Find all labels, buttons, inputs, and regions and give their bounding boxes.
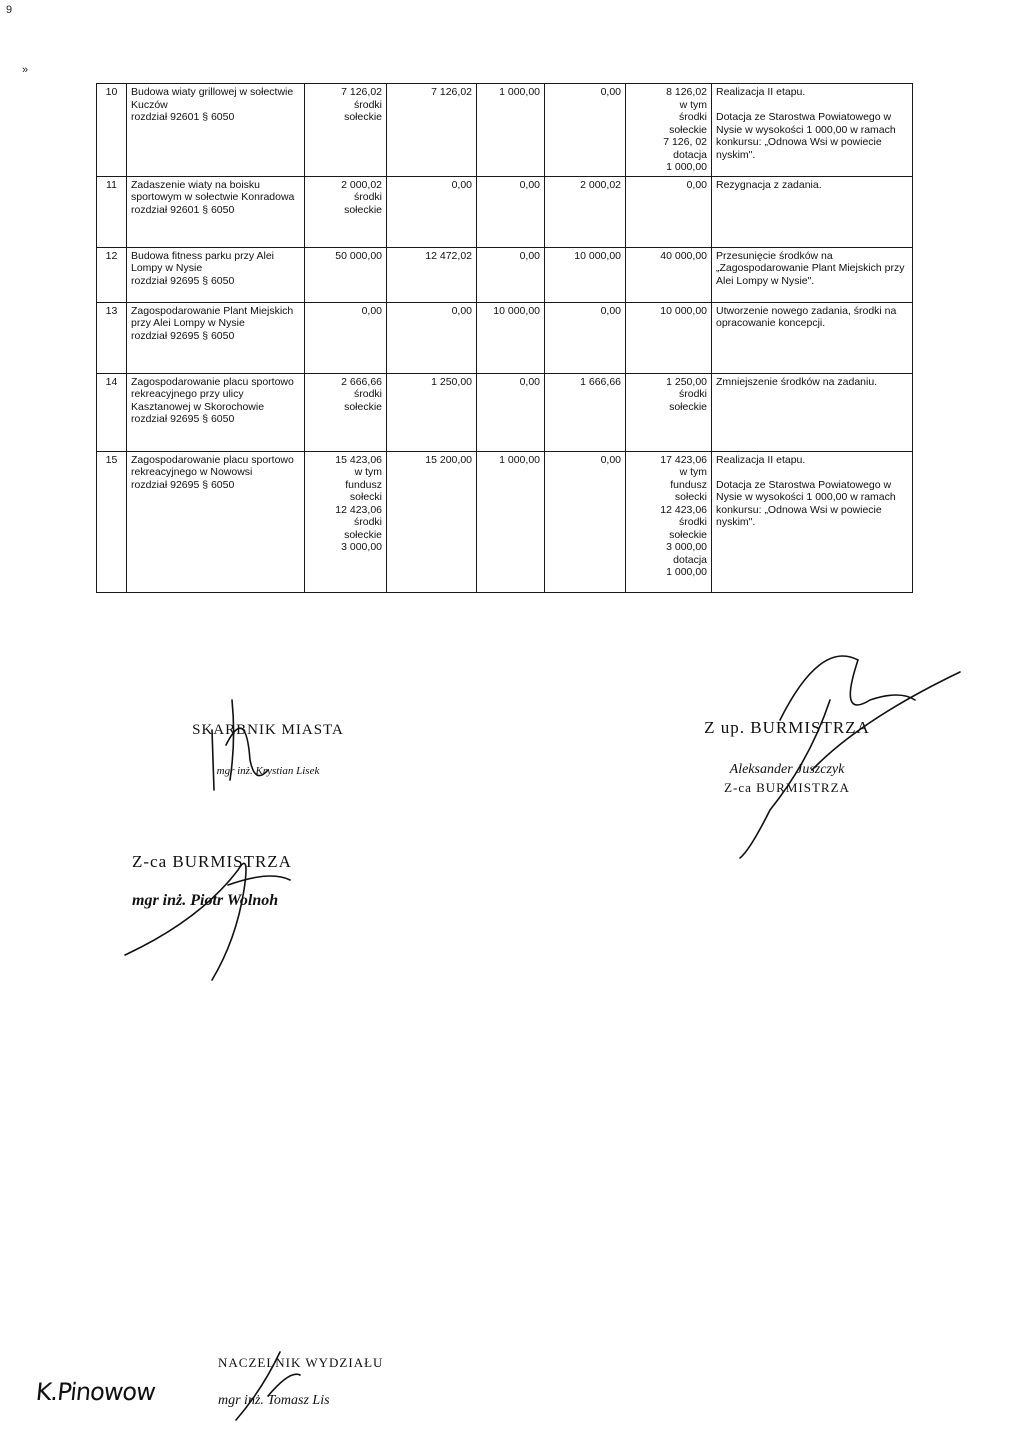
amount-after-change: 40 000,00	[626, 247, 712, 302]
naczelnik-name: mgr inż. Tomasz Lis	[218, 1393, 330, 1408]
amount-after-change: 0,00	[626, 176, 712, 247]
task-description: Zagospodarowanie placu sportowo rekreacyjnego w Nowowsi rozdział 92695 § 6050	[127, 451, 305, 592]
row-number: 13	[97, 302, 127, 373]
initials-handwritten: K.Pinowow	[34, 1378, 157, 1406]
amount-col-2: 1 250,00	[387, 373, 477, 451]
amount-planned: 15 423,06 w tym fundusz sołecki 12 423,06 środki sołeckie 3 000,00	[305, 451, 387, 592]
amount-planned: 50 000,00	[305, 247, 387, 302]
amount-planned: 0,00	[305, 302, 387, 373]
row-number: 11	[97, 176, 127, 247]
amount-after-change: 8 126,02 w tym środki sołeckie 7 126, 02 dotacja 1 000,00	[626, 84, 712, 177]
task-description: Budowa wiaty grillowej w sołectwie Kuczów rozdział 92601 § 6050	[127, 84, 305, 177]
zup-role: Z-ca BURMISTRZA	[724, 780, 850, 795]
remarks: Rezygnacja z zadania.	[712, 176, 913, 247]
zca-title: Z-ca BURMISTRZA	[132, 852, 292, 871]
skarbnik-name: mgr inż. Krystian Lisek	[216, 765, 320, 777]
amount-col-2: 0,00	[387, 176, 477, 247]
zup-title: Z up. BURMISTRZA	[704, 718, 870, 737]
amount-planned: 2 666,66 środki sołeckie	[305, 373, 387, 451]
signature-stroke-naczelnik	[236, 1352, 300, 1420]
amount-planned: 2 000,02 środki sołeckie	[305, 176, 387, 247]
amount-after-change: 10 000,00	[626, 302, 712, 373]
zup-name: Aleksander Juszczyk	[729, 762, 845, 777]
task-description: Zagospodarowanie placu sportowo rekreacyjnego przy ulicy Kasztanowej w Skorochowie rozdział 92695 § 6050	[127, 373, 305, 451]
naczelnik-title: NACZELNIK WYDZIAŁU	[218, 1355, 384, 1370]
amount-increase: 0,00	[477, 373, 545, 451]
amount-decrease: 0,00	[545, 302, 626, 373]
skarbnik-title: SKARBNIK MIASTA	[192, 722, 344, 738]
amount-decrease: 0,00	[545, 84, 626, 177]
remarks: Realizacja II etapu. Dotacja ze Starostwa Powiatowego w Nysie w wysokości 1 000,00 w ramach konkursu: „Odnowa Wsi w powiecie nyskim".	[712, 84, 913, 177]
row-number: 15	[97, 451, 127, 592]
amount-increase: 1 000,00	[477, 84, 545, 177]
page-corner-mark: »	[22, 64, 29, 76]
amount-col-2: 0,00	[387, 302, 477, 373]
remarks: Zmniejszenie środków na zadaniu.	[712, 373, 913, 451]
zca-name: mgr inż. Piotr Wolnoh	[132, 892, 279, 909]
task-description: Zadaszenie wiaty na boisku sportowym w sołectwie Konradowa rozdział 92601 § 6050	[127, 176, 305, 247]
amount-decrease: 0,00	[545, 451, 626, 592]
amount-after-change: 1 250,00 środki sołeckie	[626, 373, 712, 451]
amount-increase: 1 000,00	[477, 451, 545, 592]
amount-decrease: 10 000,00	[545, 247, 626, 302]
row-number: 12	[97, 247, 127, 302]
amount-col-2: 15 200,00	[387, 451, 477, 592]
page-top-mark: 9	[6, 4, 13, 16]
row-number: 10	[97, 84, 127, 177]
signature-stroke-skarbnik	[226, 700, 268, 780]
signature-stroke-zca	[125, 863, 290, 980]
amount-decrease: 2 000,02	[545, 176, 626, 247]
amount-after-change: 17 423,06 w tym fundusz sołecki 12 423,06 środki sołeckie 3 000,00 dotacja 1 000,00	[626, 451, 712, 592]
task-description: Zagospodarowanie Plant Miejskich przy Alei Lompy w Nysie rozdział 92695 § 6050	[127, 302, 305, 373]
remarks: Realizacja II etapu. Dotacja ze Starostwa Powiatowego w Nysie w wysokości 1 000,00 w ramach konkursu: „Odnowa Wsi w powiecie nyskim".	[712, 451, 913, 592]
remarks: Utworzenie nowego zadania, środki na opracowanie koncepcji.	[712, 302, 913, 373]
amount-increase: 0,00	[477, 176, 545, 247]
amount-planned: 7 126,02 środki sołeckie	[305, 84, 387, 177]
remarks: Przesunięcie środków na „Zagospodarowanie Plant Miejskich przy Alei Lompy w Nysie".	[712, 247, 913, 302]
amount-col-2: 7 126,02	[387, 84, 477, 177]
task-description: Budowa fitness parku przy Alei Lompy w Nysie rozdział 92695 § 6050	[127, 247, 305, 302]
amount-increase: 0,00	[477, 247, 545, 302]
amount-increase: 10 000,00	[477, 302, 545, 373]
amount-decrease: 1 666,66	[545, 373, 626, 451]
amount-col-2: 12 472,02	[387, 247, 477, 302]
row-number: 14	[97, 373, 127, 451]
signature-stroke-zup	[740, 656, 915, 858]
